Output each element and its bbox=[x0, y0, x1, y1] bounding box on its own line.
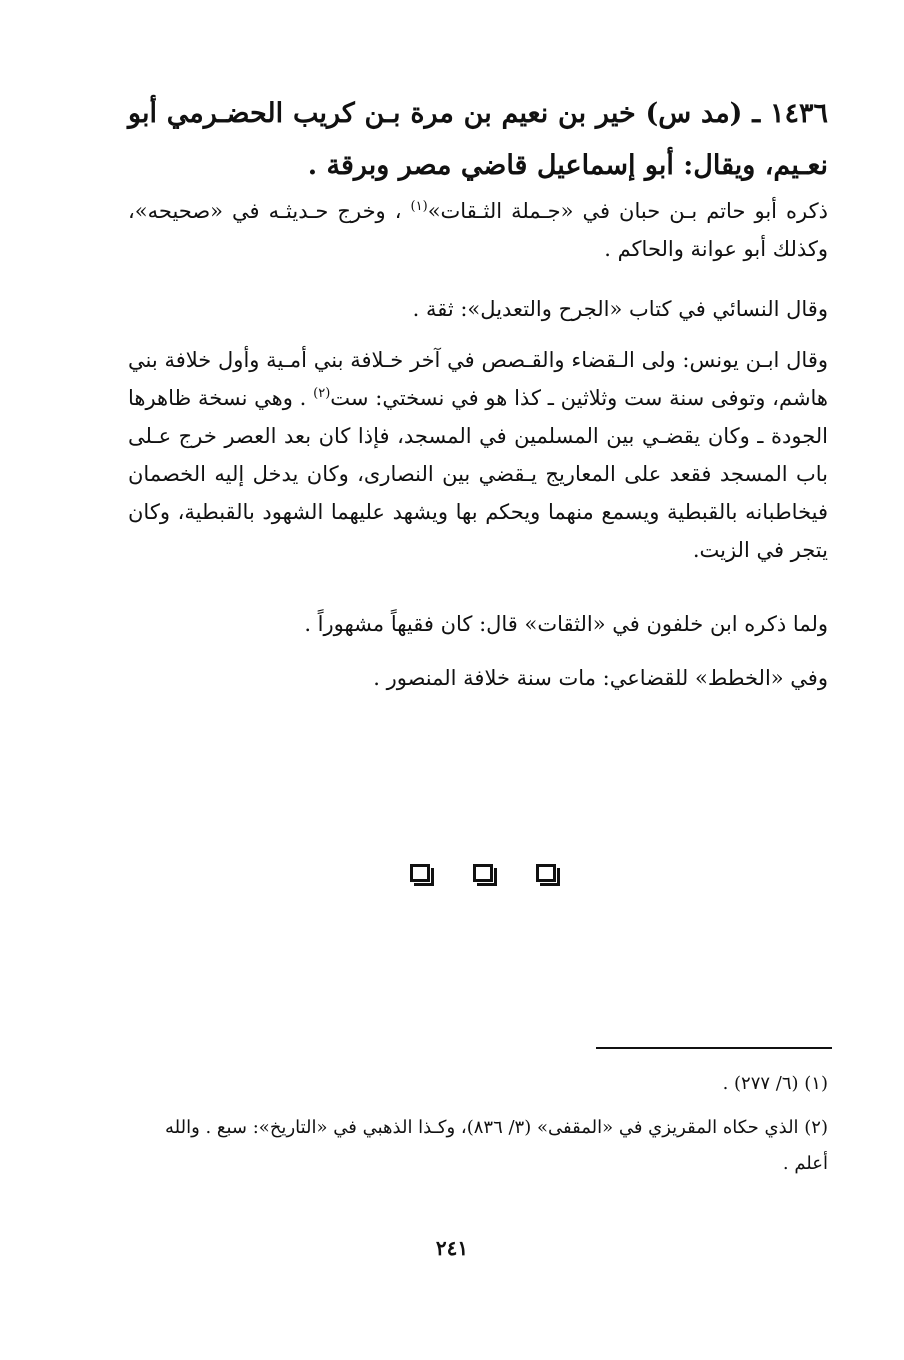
paragraph-text: ذكره أبو حاتم بـن حبان في «جـملة الثـقات» bbox=[427, 199, 828, 223]
paragraph-nasai: وقال النسائي في كتاب «الجرح والتعديل»: ثقة . bbox=[412, 297, 828, 321]
footnote-1: (١) (٦/ ٢٧٧) . bbox=[722, 1073, 828, 1094]
footnote-marker-1[interactable]: (١) bbox=[410, 199, 428, 214]
footnote-marker-2[interactable]: (٢) bbox=[313, 386, 331, 401]
divider-square-icon bbox=[410, 864, 430, 882]
paragraph-ibn-hibban bbox=[128, 192, 828, 268]
section-divider bbox=[410, 864, 556, 882]
entry-heading: ١٤٣٦ ـ (مد س) خير بن نعيم بن مرة بـن كريب الحضـرمي أبو نعـيم، ويقال: أبو إسماعيل قاضي مصر وبرقة . bbox=[128, 98, 828, 181]
paragraph-khitat: وفي «الخطط» للقضاعي: مات سنة خلافة المنصور . bbox=[373, 666, 828, 690]
paragraph-text: وقال ابـن يونس: ولى الـقضاء والقـصص في آخر خـلافة بني أمـية وأول خلافة بني هاشم، وتوفى سنة ست وثلاثين ـ كذا هو في نسختي: ست bbox=[128, 348, 829, 410]
paragraph-text: . وهي نسخة ظاهرها الجودة ـ وكان يقضـي بين المسلمين في المسجد، فإذا كان بعد العصر خرج عـلى باب المسجد فقعد على المعاريج يـقضي بين النصارى، وكان يدخل إليه الخصمان فيخاطبانه بالقبطية ويسمع منهما ويحكم بها ويشهد عليهما الشهود بالقبطية، وكان يتجر في الزيت. bbox=[128, 386, 828, 562]
paragraph-ibn-yunus bbox=[128, 341, 828, 569]
footnote-separator bbox=[596, 1047, 832, 1049]
paragraph-text: ، وخرج حـديثـه في «صحيحه»، وكذلك أبو عوانة والحاكم . bbox=[128, 199, 828, 261]
paragraph-ibn-khalfun: ولما ذكره ابن خلفون في «الثقات» قال: كان فقيهاً مشهوراً . bbox=[304, 612, 828, 636]
divider-square-icon bbox=[473, 864, 493, 882]
footnote-2: (٢) الذي حكاه المقريزي في «المقفى» (٣/ ٨٣٦)، وكـذا الذهبي في «التاريخ»: سبع . والله أعلم . bbox=[164, 1117, 828, 1174]
divider-square-icon bbox=[536, 864, 556, 882]
page-number: ٢٤١ bbox=[435, 1236, 469, 1260]
